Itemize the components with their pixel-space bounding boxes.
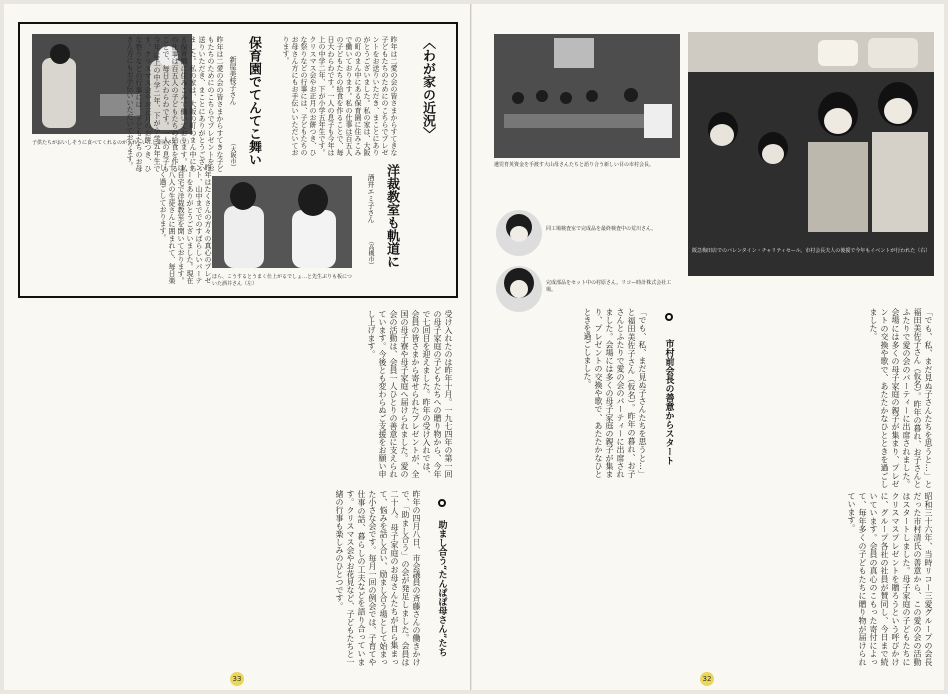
portrait-2-caption: 完成部品をセット中の村原さん。リコー時計株式会社工場。	[546, 280, 672, 293]
portrait-photo-1	[496, 210, 542, 256]
article2-body: 昨年はたくさんの方々の真心のプレゼント、山中まででのすばらしいパーティーをありがとうございました。現在は自宅で洋裁教室を開いております。十八人の生徒さんに囲まれて、毎日楽しく過ごしております。	[159, 164, 212, 284]
left-body-upper: 受け入れたのは昨年十月。一九七四年の第一回の母子家庭の子どもたちへの贈り物から、今年で七回目を迎えました。昨年の受け入れでは、会員の皆さまから寄せられたプレゼントが、全国の母子寮や母子家庭へ届けられました。愛の会の活動は、会員一人ひとりの善意に支えられています。今後とも変わらぬご支援をお願い申し上げます。	[367, 310, 453, 478]
right-body-upper-left: 「でも、私、まだ見ぬ子さんたちを思うと…」と福田美佐子さん（仮名）。昨年の暮れ、お子さんとふたりで愛の会のパーティーに出席されました。会場には多くの母子家庭の親子が集まり、プレゼントの交換や歌で、あたたかなひとときを過ごしました。	[583, 308, 647, 478]
article2-title: 洋裁教室も軌道に	[384, 164, 399, 268]
article1-title: 保育園でてんてこ舞い	[246, 36, 261, 166]
sewing-class-photo	[212, 176, 352, 268]
left-body-lower: 昨年の四月八日、市会議員の斉藤さんの働きかけで、「助まし合う」の会が発足しました。会員は二十人。母子家庭のお母さんたちが自ら集まって、悩みを話し合い、励まし合う場として始まった小さな会です。毎月一回の例会では、子育てや仕事の話、暮らしの工夫などを語り合っています。クリスマス会やお花見など、子どもたちと一緒の行事も楽しみのひとつです。	[335, 490, 421, 666]
article1-body-head: 昨年は二愛の会の皆さまからすてきな子どもたちのためにのこちらでプレゼントをお送りいただき、まことにありがとうございました。私の家は、大阪の町のまん中にある保育園に住みこみで働いております。私の仕事は百五人の子どもたちの給食を作ることで、毎日大わらわです。一人の息子も今年は上の中学二年、下が小学五年生です。クリスマス会やお正月のお餅つき、ひな祭りなどの行事には、子どもたちのお母さん方にもお手伝いいただいております。	[126, 36, 224, 172]
circle-mark-icon	[665, 313, 673, 321]
charity-sale-caption: 阪急梅田店でのバレンタイン・チャリティセール。市村会長夫人の後援で今年もイベントが行われた（右）	[692, 248, 931, 254]
portrait-1-caption: 同工場検査室で完成品を最終検査中の荒川さん。	[546, 226, 657, 232]
sewing-class-caption: ほら、こうするとうまく仕上がるでしょ…と先生ぶりも板についた酒井さん（左）	[212, 274, 352, 287]
family-news-box	[18, 22, 458, 298]
left-page	[4, 4, 471, 690]
meeting-photo-caption: 遺児育英資金を手渡す大山母さんたちと語り合う新しい目の市村会長。	[494, 162, 655, 168]
article2-location: （高槻市）	[367, 238, 374, 268]
right-section-heading: 市村前会長の善意からスタート	[663, 339, 674, 465]
right-body-lower: 昭和三十六年、当時リコー三愛グループの会長だった市村清氏の善意から、この愛の会の活動はスタートしました。母子家庭の子どもたちにクリスマスプレゼントを贈ろうという呼びかけに、グループ各社の社員が賛同し、今日まで続いています。会員の真心のこもった寄付によって、毎年多くの子どもたちに贈り物が届けられています。	[847, 492, 933, 666]
meeting-photo	[494, 34, 680, 158]
article1-author: 新屋美枝子さん	[229, 56, 237, 105]
article2-author: 酒井エミ子さん	[367, 174, 375, 223]
portrait-photo-2	[496, 266, 542, 312]
circle-mark-icon	[438, 499, 446, 507]
kitchen-photo-caption: 子供たちがおいしそうに食べてくれるのがうれしい…と新屋さん（左）	[32, 140, 193, 146]
article1-body: 昨年は二愛の会の皆さまからすてきな子どもたちのためにのこちらでプレゼントをお送りいただき、まことにありがとうございました。私の家は、大阪の町のまん中にある保育園に住みこみで働いております。私の仕事は百五人の子どもたちの給食を作ることで、毎日大わらわです。一人の息子も今年は上の中学二年、下が小学五年生です。クリスマス会やお正月のお餅つき、ひな祭りなどの行事には、子どもたちのお母さん方にもお手伝いいただいております。	[282, 36, 398, 156]
right-page-number: 32	[700, 672, 714, 686]
right-body-upper: 「でも、私、まだ見ぬ子さんたちを思うと…」と福田美佐子さん（仮名）。昨年の暮れ、お子さんとふたりで愛の会のパーティーに出席されました。会場には多くの母子家庭の親子が集まり、プレゼントの交換や歌で、あたたかなひとときを過ごしました。	[869, 308, 933, 488]
left-section-heading: 助まし合う“たんぽぽ母さん”たち	[436, 519, 447, 657]
charity-sale-photo	[688, 32, 934, 276]
right-page	[472, 4, 944, 690]
section-heading-wrap	[432, 494, 452, 663]
left-page-number: 33	[230, 672, 244, 686]
article1-location: （大阪市）	[229, 140, 236, 170]
box-heading: 〈わが家の近況〉	[420, 36, 435, 140]
right-section-heading-wrap	[658, 308, 680, 477]
